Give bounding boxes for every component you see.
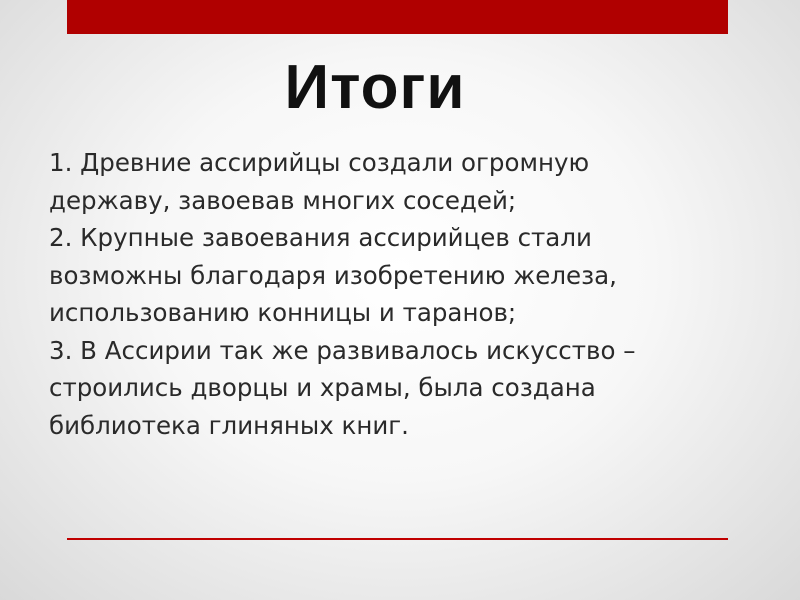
body-line: строились дворцы и храмы, была создана xyxy=(49,373,596,402)
body-line: использованию конницы и таранов; xyxy=(49,298,517,327)
top-accent-bar xyxy=(67,0,728,34)
slide-body xyxy=(49,144,749,444)
body-line: 3. В Ассирии так же развивалось искусство – xyxy=(49,335,636,365)
bottom-divider-line xyxy=(67,538,728,540)
body-line: державу, завоевав многих соседей; xyxy=(49,185,517,215)
slide-title: Итоги xyxy=(284,53,466,122)
body-line: возможны благодаря изобретению железа, xyxy=(49,260,617,290)
body-line: библиотека глиняных книг. xyxy=(49,410,409,440)
body-line: 2. Крупные завоевания ассирийцев стали xyxy=(49,223,592,252)
body-line: 1. Древние ассирийцы создали огромную xyxy=(49,148,590,177)
